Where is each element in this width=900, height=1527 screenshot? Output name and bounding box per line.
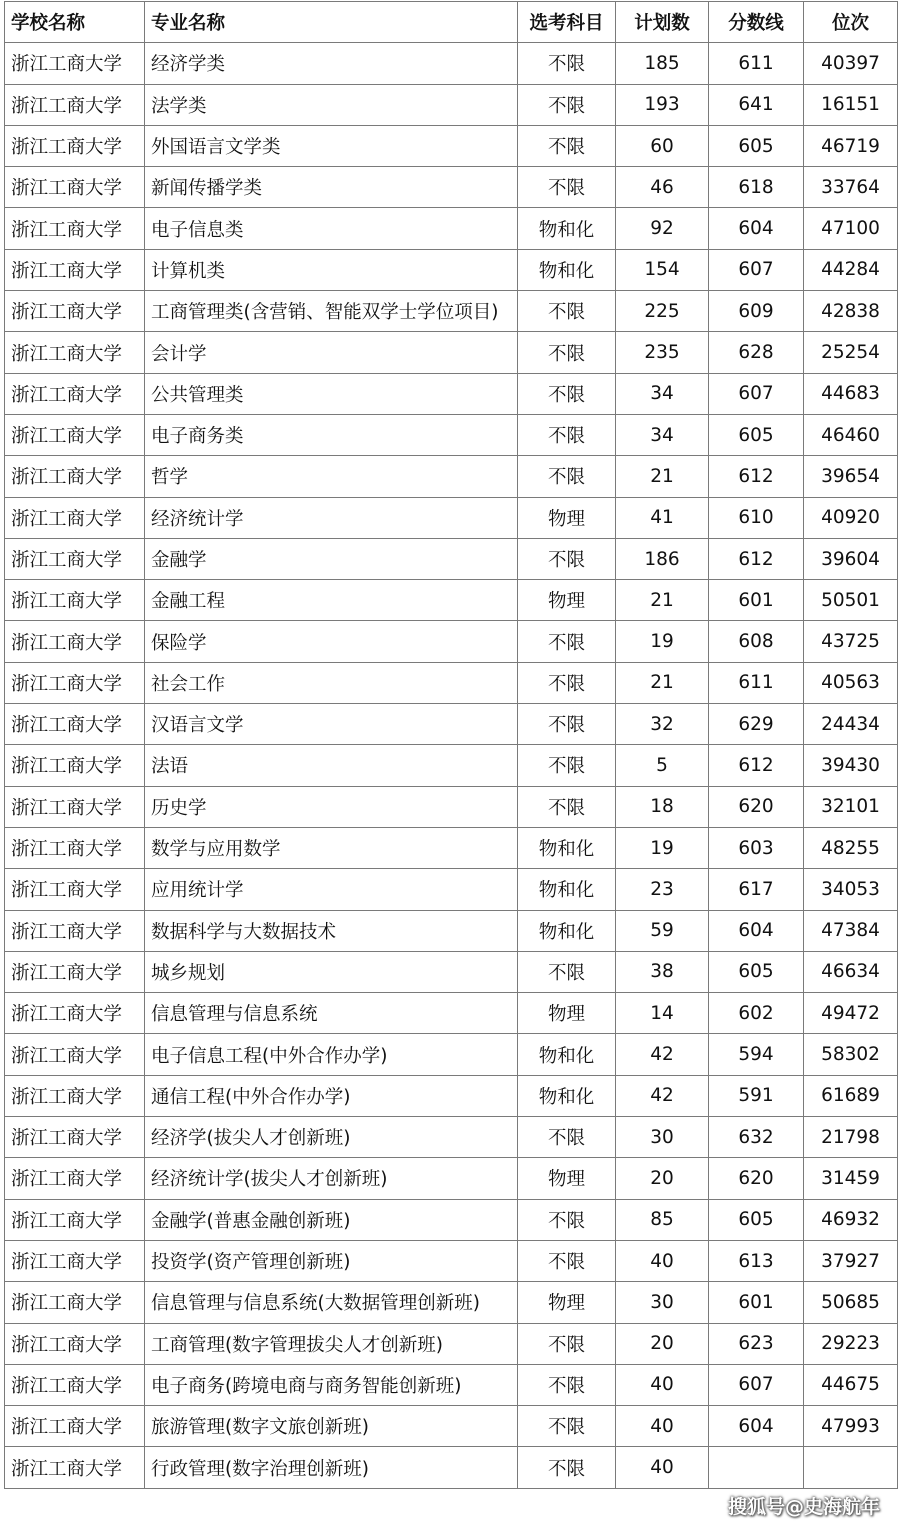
cell-major: 会计学 (145, 332, 518, 373)
cell-plan: 30 (616, 1282, 709, 1323)
admission-table (4, 1, 898, 1489)
cell-subjects: 物和化 (518, 827, 616, 868)
cell-major: 法语 (145, 745, 518, 786)
cell-score: 620 (709, 1158, 804, 1199)
cell-major: 信息管理与信息系统 (145, 993, 518, 1034)
header-plan: 计划数 (616, 2, 709, 43)
table-row (5, 1447, 898, 1488)
cell-school: 浙江工商大学 (5, 745, 145, 786)
table-row (5, 786, 898, 827)
cell-rank: 34053 (804, 869, 898, 910)
cell-major: 金融学 (145, 538, 518, 579)
cell-school: 浙江工商大学 (5, 662, 145, 703)
cell-major: 投资学(资产管理创新班) (145, 1240, 518, 1281)
cell-subjects: 不限 (518, 662, 616, 703)
cell-rank: 50501 (804, 580, 898, 621)
cell-plan: 42 (616, 1075, 709, 1116)
cell-school: 浙江工商大学 (5, 1199, 145, 1240)
table-row (5, 414, 898, 455)
cell-plan: 34 (616, 414, 709, 455)
cell-rank: 58302 (804, 1034, 898, 1075)
cell-plan: 40 (616, 1406, 709, 1447)
cell-rank: 48255 (804, 827, 898, 868)
cell-subjects: 不限 (518, 84, 616, 125)
cell-score: 632 (709, 1117, 804, 1158)
cell-major: 历史学 (145, 786, 518, 827)
cell-rank: 39604 (804, 538, 898, 579)
table-row (5, 1282, 898, 1323)
cell-subjects: 物理 (518, 497, 616, 538)
cell-major: 社会工作 (145, 662, 518, 703)
cell-subjects: 不限 (518, 1447, 616, 1488)
table-row (5, 1199, 898, 1240)
cell-subjects: 不限 (518, 414, 616, 455)
cell-score: 601 (709, 580, 804, 621)
cell-score: 601 (709, 1282, 804, 1323)
cell-subjects: 不限 (518, 125, 616, 166)
cell-score: 620 (709, 786, 804, 827)
cell-subjects: 不限 (518, 745, 616, 786)
cell-rank: 33764 (804, 167, 898, 208)
cell-school: 浙江工商大学 (5, 1406, 145, 1447)
cell-school: 浙江工商大学 (5, 621, 145, 662)
cell-plan: 40 (616, 1364, 709, 1405)
cell-school: 浙江工商大学 (5, 497, 145, 538)
cell-subjects: 不限 (518, 373, 616, 414)
cell-score: 605 (709, 125, 804, 166)
cell-score: 603 (709, 827, 804, 868)
cell-school: 浙江工商大学 (5, 1364, 145, 1405)
cell-school: 浙江工商大学 (5, 43, 145, 84)
table-row (5, 580, 898, 621)
cell-rank: 39430 (804, 745, 898, 786)
cell-rank: 47384 (804, 910, 898, 951)
cell-score: 608 (709, 621, 804, 662)
table-row (5, 125, 898, 166)
cell-major: 电子信息工程(中外合作办学) (145, 1034, 518, 1075)
cell-rank: 47100 (804, 208, 898, 249)
cell-school: 浙江工商大学 (5, 1158, 145, 1199)
cell-rank: 44675 (804, 1364, 898, 1405)
cell-rank: 46634 (804, 951, 898, 992)
cell-plan: 32 (616, 704, 709, 745)
table-row (5, 332, 898, 373)
cell-plan: 20 (616, 1158, 709, 1199)
cell-major: 城乡规划 (145, 951, 518, 992)
table-row (5, 745, 898, 786)
cell-school: 浙江工商大学 (5, 84, 145, 125)
table-row (5, 1406, 898, 1447)
cell-school: 浙江工商大学 (5, 1117, 145, 1158)
table-row (5, 43, 898, 84)
cell-plan: 30 (616, 1117, 709, 1158)
cell-rank: 37927 (804, 1240, 898, 1281)
header-major: 专业名称 (145, 2, 518, 43)
cell-plan: 40 (616, 1240, 709, 1281)
cell-score: 604 (709, 1406, 804, 1447)
cell-score: 605 (709, 1199, 804, 1240)
cell-subjects: 物理 (518, 1282, 616, 1323)
cell-score: 623 (709, 1323, 804, 1364)
cell-school: 浙江工商大学 (5, 125, 145, 166)
cell-score: 612 (709, 538, 804, 579)
cell-subjects: 物和化 (518, 1034, 616, 1075)
cell-rank: 46932 (804, 1199, 898, 1240)
cell-plan: 185 (616, 43, 709, 84)
table-header (5, 2, 898, 43)
cell-rank: 25254 (804, 332, 898, 373)
cell-subjects: 不限 (518, 1199, 616, 1240)
cell-plan: 38 (616, 951, 709, 992)
cell-subjects: 物和化 (518, 910, 616, 951)
cell-plan: 235 (616, 332, 709, 373)
table-row (5, 621, 898, 662)
cell-subjects: 不限 (518, 291, 616, 332)
cell-major: 金融学(普惠金融创新班) (145, 1199, 518, 1240)
cell-rank: 32101 (804, 786, 898, 827)
cell-subjects: 物和化 (518, 1075, 616, 1116)
cell-score: 629 (709, 704, 804, 745)
table-row (5, 538, 898, 579)
table-row (5, 1158, 898, 1199)
cell-plan: 5 (616, 745, 709, 786)
cell-score: 602 (709, 993, 804, 1034)
cell-school: 浙江工商大学 (5, 167, 145, 208)
cell-school: 浙江工商大学 (5, 373, 145, 414)
cell-major: 数学与应用数学 (145, 827, 518, 868)
cell-plan: 34 (616, 373, 709, 414)
cell-rank: 31459 (804, 1158, 898, 1199)
cell-plan: 154 (616, 249, 709, 290)
table-row (5, 497, 898, 538)
table-row (5, 1323, 898, 1364)
cell-school: 浙江工商大学 (5, 1240, 145, 1281)
cell-school: 浙江工商大学 (5, 1282, 145, 1323)
table-row (5, 910, 898, 951)
header-row (5, 2, 898, 43)
cell-rank (804, 1447, 898, 1488)
cell-school: 浙江工商大学 (5, 1034, 145, 1075)
table-row (5, 1364, 898, 1405)
cell-plan: 92 (616, 208, 709, 249)
cell-plan: 21 (616, 456, 709, 497)
cell-school: 浙江工商大学 (5, 249, 145, 290)
cell-major: 信息管理与信息系统(大数据管理创新班) (145, 1282, 518, 1323)
cell-plan: 18 (616, 786, 709, 827)
cell-rank: 21798 (804, 1117, 898, 1158)
cell-subjects: 不限 (518, 43, 616, 84)
cell-rank: 16151 (804, 84, 898, 125)
cell-plan: 21 (616, 662, 709, 703)
cell-plan: 41 (616, 497, 709, 538)
cell-subjects: 不限 (518, 1364, 616, 1405)
cell-major: 工商管理类(含营销、智能双学士学位项目) (145, 291, 518, 332)
cell-major: 电子信息类 (145, 208, 518, 249)
cell-score: 604 (709, 208, 804, 249)
cell-major: 经济学类 (145, 43, 518, 84)
cell-rank: 46719 (804, 125, 898, 166)
cell-subjects: 物和化 (518, 249, 616, 290)
header-rank: 位次 (804, 2, 898, 43)
cell-major: 经济学(拔尖人才创新班) (145, 1117, 518, 1158)
cell-major: 工商管理(数字管理拔尖人才创新班) (145, 1323, 518, 1364)
cell-major: 法学类 (145, 84, 518, 125)
table-row (5, 167, 898, 208)
cell-plan: 59 (616, 910, 709, 951)
cell-school: 浙江工商大学 (5, 786, 145, 827)
cell-major: 行政管理(数字治理创新班) (145, 1447, 518, 1488)
cell-subjects: 不限 (518, 1117, 616, 1158)
cell-subjects: 不限 (518, 538, 616, 579)
cell-school: 浙江工商大学 (5, 1447, 145, 1488)
cell-major: 计算机类 (145, 249, 518, 290)
cell-major: 公共管理类 (145, 373, 518, 414)
cell-score: 605 (709, 414, 804, 455)
cell-rank: 39654 (804, 456, 898, 497)
table-row (5, 662, 898, 703)
cell-score: 609 (709, 291, 804, 332)
cell-major: 通信工程(中外合作办学) (145, 1075, 518, 1116)
cell-subjects: 不限 (518, 621, 616, 662)
cell-subjects: 不限 (518, 951, 616, 992)
header-school: 学校名称 (5, 2, 145, 43)
cell-score (709, 1447, 804, 1488)
cell-score: 628 (709, 332, 804, 373)
table-row (5, 249, 898, 290)
table-row (5, 869, 898, 910)
table-row (5, 827, 898, 868)
cell-school: 浙江工商大学 (5, 291, 145, 332)
table-row (5, 1075, 898, 1116)
cell-subjects: 不限 (518, 332, 616, 373)
cell-rank: 40397 (804, 43, 898, 84)
cell-school: 浙江工商大学 (5, 538, 145, 579)
header-score: 分数线 (709, 2, 804, 43)
cell-plan: 19 (616, 621, 709, 662)
cell-score: 612 (709, 456, 804, 497)
cell-school: 浙江工商大学 (5, 951, 145, 992)
table-row (5, 373, 898, 414)
cell-subjects: 不限 (518, 167, 616, 208)
cell-major: 汉语言文学 (145, 704, 518, 745)
cell-subjects: 物理 (518, 993, 616, 1034)
cell-major: 旅游管理(数字文旅创新班) (145, 1406, 518, 1447)
cell-score: 613 (709, 1240, 804, 1281)
cell-school: 浙江工商大学 (5, 827, 145, 868)
cell-subjects: 物和化 (518, 869, 616, 910)
cell-school: 浙江工商大学 (5, 414, 145, 455)
cell-major: 哲学 (145, 456, 518, 497)
cell-score: 612 (709, 745, 804, 786)
cell-major: 数据科学与大数据技术 (145, 910, 518, 951)
cell-rank: 43725 (804, 621, 898, 662)
cell-major: 保险学 (145, 621, 518, 662)
table-row (5, 951, 898, 992)
cell-plan: 14 (616, 993, 709, 1034)
cell-plan: 21 (616, 580, 709, 621)
cell-plan: 46 (616, 167, 709, 208)
cell-score: 611 (709, 43, 804, 84)
cell-major: 电子商务(跨境电商与商务智能创新班) (145, 1364, 518, 1405)
table-row (5, 993, 898, 1034)
cell-major: 经济统计学 (145, 497, 518, 538)
cell-plan: 193 (616, 84, 709, 125)
table-body (5, 43, 898, 1488)
cell-school: 浙江工商大学 (5, 580, 145, 621)
cell-score: 607 (709, 373, 804, 414)
cell-major: 电子商务类 (145, 414, 518, 455)
cell-score: 591 (709, 1075, 804, 1116)
cell-subjects: 物和化 (518, 208, 616, 249)
cell-plan: 19 (616, 827, 709, 868)
table-row (5, 456, 898, 497)
cell-rank: 44284 (804, 249, 898, 290)
cell-plan: 186 (616, 538, 709, 579)
cell-score: 607 (709, 1364, 804, 1405)
cell-rank: 29223 (804, 1323, 898, 1364)
cell-school: 浙江工商大学 (5, 332, 145, 373)
cell-subjects: 不限 (518, 786, 616, 827)
cell-plan: 42 (616, 1034, 709, 1075)
cell-subjects: 不限 (518, 456, 616, 497)
cell-rank: 61689 (804, 1075, 898, 1116)
cell-score: 618 (709, 167, 804, 208)
table-row (5, 84, 898, 125)
cell-score: 604 (709, 910, 804, 951)
cell-score: 611 (709, 662, 804, 703)
cell-rank: 40920 (804, 497, 898, 538)
cell-major: 新闻传播学类 (145, 167, 518, 208)
cell-school: 浙江工商大学 (5, 1323, 145, 1364)
cell-score: 605 (709, 951, 804, 992)
cell-score: 607 (709, 249, 804, 290)
cell-major: 经济统计学(拔尖人才创新班) (145, 1158, 518, 1199)
cell-rank: 24434 (804, 704, 898, 745)
cell-rank: 47993 (804, 1406, 898, 1447)
table-row (5, 1034, 898, 1075)
cell-major: 外国语言文学类 (145, 125, 518, 166)
cell-rank: 49472 (804, 993, 898, 1034)
table-row (5, 704, 898, 745)
cell-school: 浙江工商大学 (5, 456, 145, 497)
cell-score: 594 (709, 1034, 804, 1075)
table-row (5, 291, 898, 332)
cell-subjects: 不限 (518, 1240, 616, 1281)
cell-plan: 20 (616, 1323, 709, 1364)
header-subjects: 选考科目 (518, 2, 616, 43)
cell-plan: 60 (616, 125, 709, 166)
cell-rank: 46460 (804, 414, 898, 455)
cell-subjects: 物理 (518, 1158, 616, 1199)
cell-school: 浙江工商大学 (5, 1075, 145, 1116)
cell-subjects: 不限 (518, 1323, 616, 1364)
cell-rank: 44683 (804, 373, 898, 414)
cell-school: 浙江工商大学 (5, 208, 145, 249)
cell-major: 金融工程 (145, 580, 518, 621)
cell-subjects: 不限 (518, 704, 616, 745)
table-row (5, 208, 898, 249)
cell-school: 浙江工商大学 (5, 704, 145, 745)
cell-rank: 42838 (804, 291, 898, 332)
cell-plan: 40 (616, 1447, 709, 1488)
cell-major: 应用统计学 (145, 869, 518, 910)
cell-score: 617 (709, 869, 804, 910)
cell-school: 浙江工商大学 (5, 869, 145, 910)
watermark-text: 搜狐号@史海航年 (727, 1496, 880, 1518)
cell-score: 610 (709, 497, 804, 538)
cell-rank: 50685 (804, 1282, 898, 1323)
cell-plan: 225 (616, 291, 709, 332)
cell-subjects: 不限 (518, 1406, 616, 1447)
table-row (5, 1240, 898, 1281)
cell-rank: 40563 (804, 662, 898, 703)
cell-plan: 23 (616, 869, 709, 910)
cell-school: 浙江工商大学 (5, 993, 145, 1034)
cell-plan: 85 (616, 1199, 709, 1240)
cell-subjects: 物理 (518, 580, 616, 621)
cell-school: 浙江工商大学 (5, 910, 145, 951)
table-row (5, 1117, 898, 1158)
cell-score: 641 (709, 84, 804, 125)
